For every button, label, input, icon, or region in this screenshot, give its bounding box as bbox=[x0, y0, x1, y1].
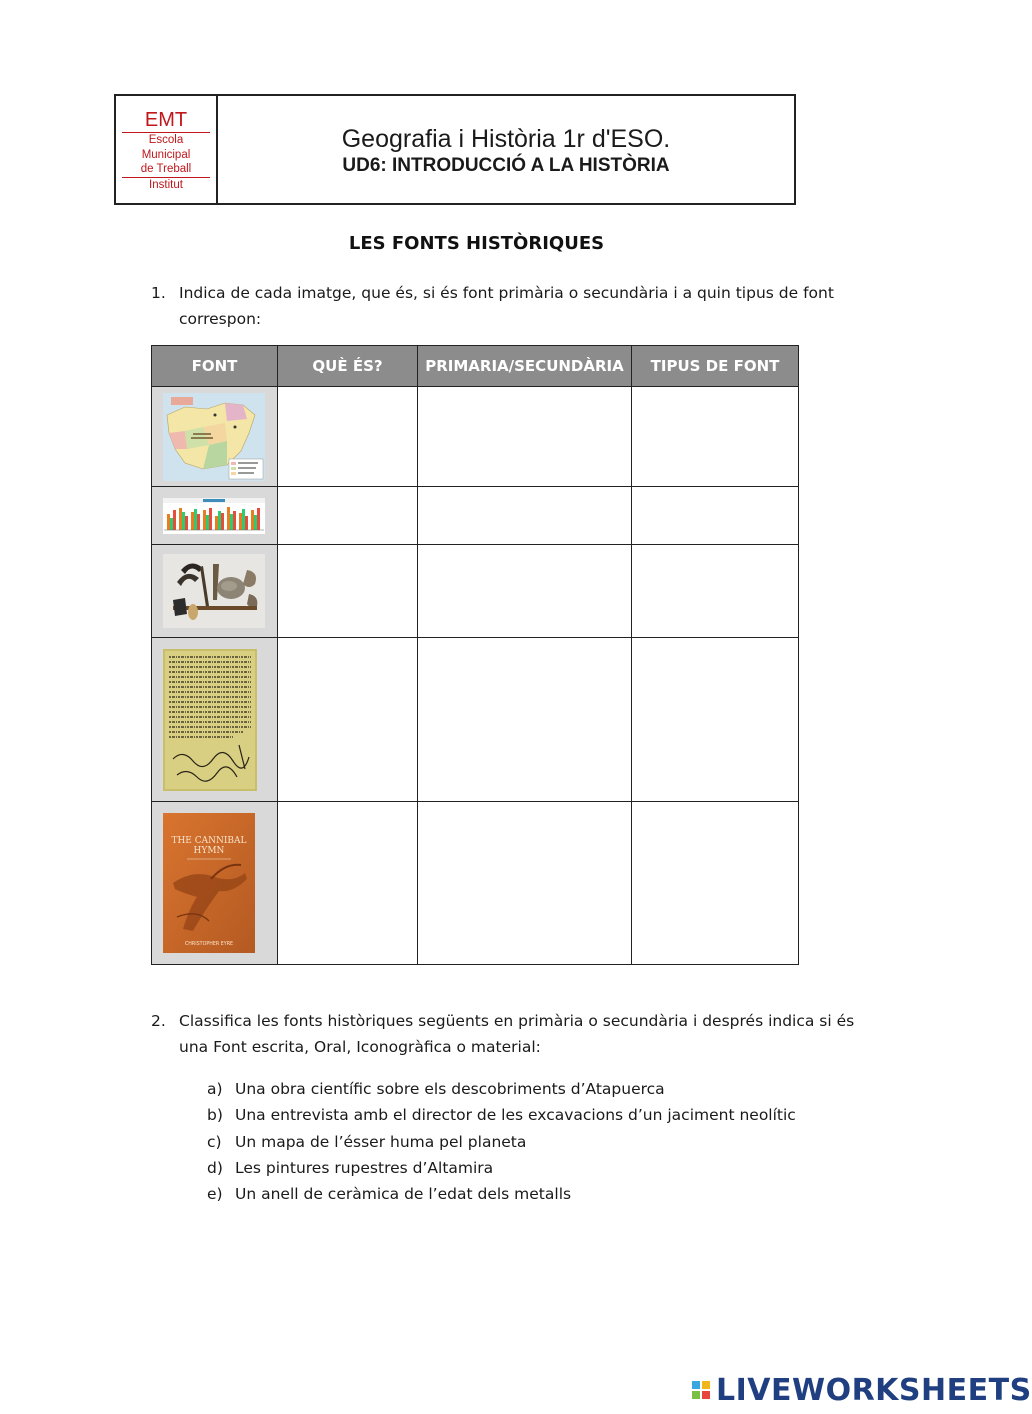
question-2-list bbox=[207, 1076, 847, 1207]
list-item-text: Les pintures rupestres d’Altamira bbox=[235, 1158, 494, 1177]
stone-tools-image bbox=[163, 554, 265, 628]
col-header-tipus-font: TIPUS DE FONT bbox=[632, 346, 799, 387]
section-title: LES FONTS HISTÒRIQUES bbox=[348, 233, 605, 254]
list-item-text: Una entrevista amb el director de les excavacions d’un jaciment neolític bbox=[235, 1106, 796, 1125]
tipus-font-cell[interactable] bbox=[632, 545, 799, 638]
logo-line-2: Municipal bbox=[141, 148, 191, 161]
bar-chart-image bbox=[163, 498, 265, 534]
que-es-cell[interactable] bbox=[278, 487, 418, 545]
font-image-cell bbox=[152, 638, 278, 802]
course-title: Geografia i Història 1r d'ESO. bbox=[341, 125, 671, 153]
table-row bbox=[152, 638, 799, 802]
table-header-row bbox=[152, 346, 799, 387]
que-es-cell[interactable] bbox=[278, 545, 418, 638]
list-item bbox=[207, 1181, 847, 1207]
tipus-font-cell[interactable] bbox=[632, 487, 799, 545]
logo-school-name bbox=[116, 133, 216, 192]
list-item-letter: a) bbox=[207, 1080, 223, 1098]
list-item-text: Una obra científic sobre els descobriments d’Atapuerca bbox=[235, 1080, 665, 1098]
tipus-font-cell[interactable] bbox=[632, 638, 799, 802]
question-2-number: 2. bbox=[151, 1012, 166, 1030]
question-2-text-line-2: una Font escrita, Oral, Iconogràfica o material: bbox=[179, 1038, 541, 1056]
manuscript-document-image bbox=[163, 649, 257, 791]
book-cover-image bbox=[163, 813, 255, 953]
list-item bbox=[207, 1155, 847, 1181]
font-image-cell bbox=[152, 387, 278, 487]
que-es-cell[interactable] bbox=[278, 387, 418, 487]
table-row bbox=[152, 802, 799, 965]
table-row bbox=[152, 387, 799, 487]
col-header-primaria-secundaria: PRIMARIA/SECUNDÀRIA bbox=[418, 346, 632, 387]
book-cover-author: CHRISTOPHER EYRE bbox=[184, 942, 234, 947]
que-es-cell[interactable] bbox=[278, 802, 418, 965]
question-1-text-line-2: correspon: bbox=[179, 310, 262, 328]
list-item bbox=[207, 1102, 847, 1128]
question-1 bbox=[151, 280, 841, 336]
school-logo bbox=[116, 96, 218, 203]
book-cover-title-2: HYMN bbox=[193, 846, 225, 856]
que-es-cell[interactable] bbox=[278, 638, 418, 802]
primaria-secundaria-cell[interactable] bbox=[418, 387, 632, 487]
list-item-letter: d) bbox=[207, 1158, 223, 1177]
list-item bbox=[207, 1076, 847, 1102]
col-header-font: FONT bbox=[152, 346, 278, 387]
col-header-que-es: QUÈ ÉS? bbox=[278, 346, 418, 387]
logo-line-1: Escola bbox=[148, 134, 184, 146]
question-2-text-line-1: Classifica les fonts històriques següents en primària o secundària i després indica si és bbox=[179, 1012, 855, 1030]
book-cover-title-1: THE CANNIBAL bbox=[171, 836, 247, 846]
brand-blocks-icon bbox=[692, 1381, 710, 1399]
question-1-number: 1. bbox=[151, 284, 166, 302]
table-row bbox=[152, 487, 799, 545]
font-image-cell bbox=[152, 487, 278, 545]
list-item-text: Un anell de ceràmica de l’edat dels metalls bbox=[235, 1185, 572, 1204]
liveworksheets-logo[interactable] bbox=[692, 1373, 1032, 1407]
tipus-font-cell[interactable] bbox=[632, 387, 799, 487]
font-image-cell bbox=[152, 802, 278, 965]
primaria-secundaria-cell[interactable] bbox=[418, 802, 632, 965]
list-item-letter: b) bbox=[207, 1106, 223, 1125]
primaria-secundaria-cell[interactable] bbox=[418, 487, 632, 545]
table-row bbox=[152, 545, 799, 638]
logo-line-4: Institut bbox=[149, 178, 183, 191]
historical-map-image bbox=[163, 393, 265, 481]
question-2 bbox=[151, 1008, 855, 1064]
primaria-secundaria-cell[interactable] bbox=[418, 638, 632, 802]
brand-wordmark: LIVEWORKSHEETS bbox=[716, 1372, 1032, 1408]
list-item-letter: e) bbox=[207, 1185, 223, 1204]
unit-title: UD6: INTRODUCCIÓ A LA HISTÒRIA bbox=[342, 155, 670, 176]
tipus-font-cell[interactable] bbox=[632, 802, 799, 965]
font-image-cell bbox=[152, 545, 278, 638]
logo-abbr: EMT bbox=[144, 109, 188, 131]
list-item-text: Un mapa de l’ésser huma pel planeta bbox=[235, 1132, 527, 1151]
list-item-letter: c) bbox=[207, 1132, 222, 1151]
primaria-secundaria-cell[interactable] bbox=[418, 545, 632, 638]
document-header bbox=[114, 94, 796, 205]
list-item bbox=[207, 1129, 847, 1155]
sources-table bbox=[151, 345, 799, 965]
logo-line-3: de Treball bbox=[140, 163, 192, 175]
header-title-area bbox=[218, 96, 794, 203]
question-1-text-line-1: Indica de cada imatge, que és, si és font primària o secundària i a quin tipus de font bbox=[179, 284, 834, 302]
